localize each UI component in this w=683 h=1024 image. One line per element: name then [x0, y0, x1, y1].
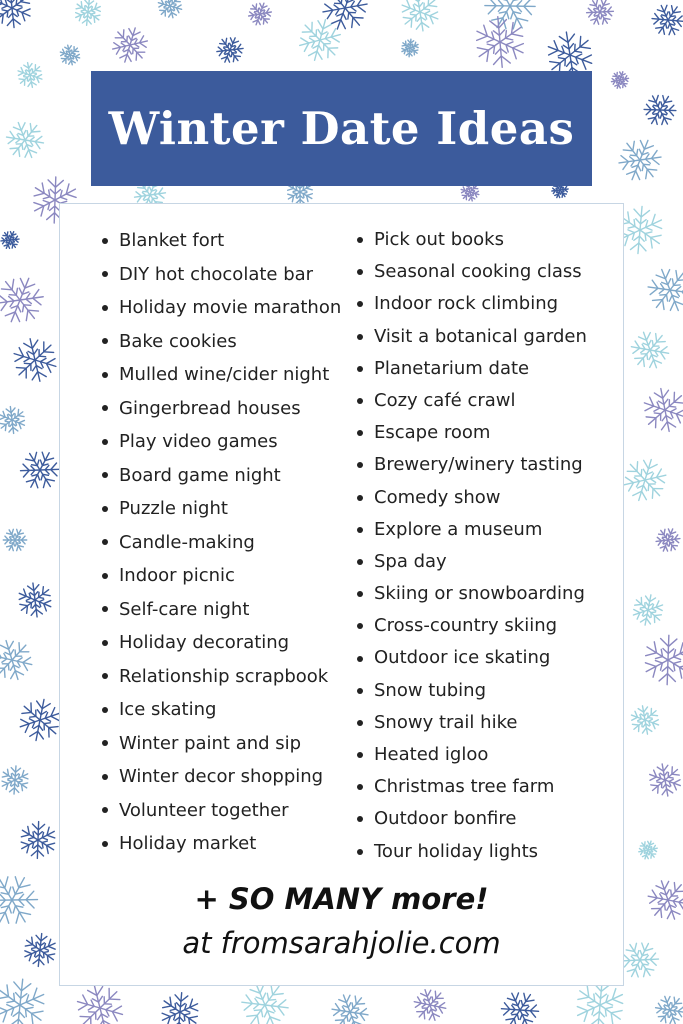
snowflake-icon	[645, 0, 683, 43]
snowflake-icon	[609, 69, 632, 91]
list-item: Indoor rock climbing	[355, 288, 615, 320]
snowflake-icon	[0, 0, 40, 36]
snowflake-icon	[494, 984, 547, 1024]
snowflake-icon	[0, 113, 52, 166]
snowflake-icon	[638, 88, 683, 132]
list-item: Cozy café crawl	[355, 385, 615, 417]
snowflake-icon	[0, 269, 51, 330]
snowflake-icon	[212, 33, 247, 68]
snowflake-icon	[634, 379, 683, 442]
list-item: DIY hot chocolate bar	[100, 258, 345, 292]
list-item: Spa day	[355, 546, 615, 578]
list-item: Comedy show	[355, 482, 615, 514]
list-item: Indoor picnic	[100, 559, 345, 593]
list-item: Snowy trail hike	[355, 707, 615, 739]
snowflake-icon	[0, 765, 30, 795]
snowflake-icon	[0, 524, 31, 556]
list-item: Pick out books	[355, 224, 615, 256]
snowflake-icon	[73, 0, 103, 27]
snowflake-icon	[636, 838, 660, 862]
list-item: Ice skating	[100, 693, 345, 727]
snowflake-icon	[649, 989, 683, 1024]
snowflake-icon	[153, 0, 188, 23]
snowflake-icon	[56, 40, 85, 69]
list-item: Cross-country skiing	[355, 610, 615, 642]
snowflake-icon	[642, 757, 683, 804]
left-idea-list	[100, 224, 345, 861]
right-idea-list	[355, 224, 615, 868]
list-item: Volunteer together	[100, 794, 345, 828]
snowflake-icon	[12, 57, 48, 93]
website-text: at fromsarahjolie.com	[182, 926, 501, 960]
list-item: Heated igloo	[355, 739, 615, 771]
snowflake-icon	[582, 0, 619, 30]
list-item: Bake cookies	[100, 325, 345, 359]
snowflake-icon	[11, 576, 60, 625]
list-item: Winter decor shopping	[100, 760, 345, 794]
list-item: Relationship scrapbook	[100, 660, 345, 694]
snowflake-icon	[623, 323, 677, 377]
snowflake-icon	[400, 38, 420, 57]
snowflake-icon	[0, 401, 31, 439]
list-item: Seasonal cooking class	[355, 256, 615, 288]
snowflake-icon	[324, 986, 376, 1024]
snowflake-icon	[0, 228, 22, 252]
list-item: Tour holiday lights	[355, 836, 615, 868]
list-item: Gingerbread houses	[100, 392, 345, 426]
list-item: Holiday market	[100, 827, 345, 861]
snowflake-icon	[612, 132, 668, 188]
snowflake-icon	[107, 23, 153, 68]
snowflake-icon	[642, 634, 683, 685]
page-title: Winter Date Ideas	[108, 102, 575, 155]
snowflake-icon	[0, 865, 47, 935]
list-item: Holiday decorating	[100, 626, 345, 660]
list-item: Mulled wine/cider night	[100, 358, 345, 392]
snowflake-icon	[407, 982, 453, 1024]
list-item: Escape room	[355, 417, 615, 449]
snowflake-icon	[158, 991, 201, 1024]
more-ideas-text: + SO MANY more!	[194, 882, 489, 916]
list-item: Outdoor ice skating	[355, 642, 615, 674]
snowflake-icon	[18, 821, 57, 859]
snowflake-icon	[0, 976, 49, 1024]
snowflake-icon	[0, 631, 41, 689]
snowflake-icon	[639, 871, 683, 929]
snowflake-icon	[15, 695, 65, 744]
ideas-card	[59, 203, 624, 986]
list-item: Candle-making	[100, 526, 345, 560]
title-banner	[91, 71, 592, 186]
list-item: Brewery/winery tasting	[355, 449, 615, 481]
list-item: Self-care night	[100, 593, 345, 627]
list-item: Blanket fort	[100, 224, 345, 258]
list-item: Board game night	[100, 459, 345, 493]
list-item: Winter paint and sip	[100, 727, 345, 761]
snowflake-icon	[316, 0, 375, 37]
snowflake-icon	[624, 699, 665, 740]
snowflake-icon	[464, 6, 536, 78]
snowflake-icon	[629, 592, 666, 628]
snowflake-icon	[652, 524, 683, 556]
list-item: Play video games	[100, 425, 345, 459]
list-item: Explore a museum	[355, 514, 615, 546]
list-item: Christmas tree farm	[355, 771, 615, 803]
list-item: Planetarium date	[355, 353, 615, 385]
snowflake-icon	[21, 932, 58, 968]
snowflake-icon	[618, 453, 673, 507]
snowflake-icon	[245, 0, 275, 29]
list-item: Skiing or snowboarding	[355, 578, 615, 610]
list-item: Puzzle night	[100, 492, 345, 526]
list-item: Holiday movie marathon	[100, 291, 345, 325]
list-item: Visit a botanical garden	[355, 321, 615, 353]
list-item: Outdoor bonfire	[355, 803, 615, 835]
snowflake-icon	[393, 0, 447, 39]
snowflake-icon	[638, 259, 683, 322]
snowflake-icon	[294, 14, 347, 66]
list-item: Snow tubing	[355, 675, 615, 707]
snowflake-icon	[4, 329, 67, 392]
